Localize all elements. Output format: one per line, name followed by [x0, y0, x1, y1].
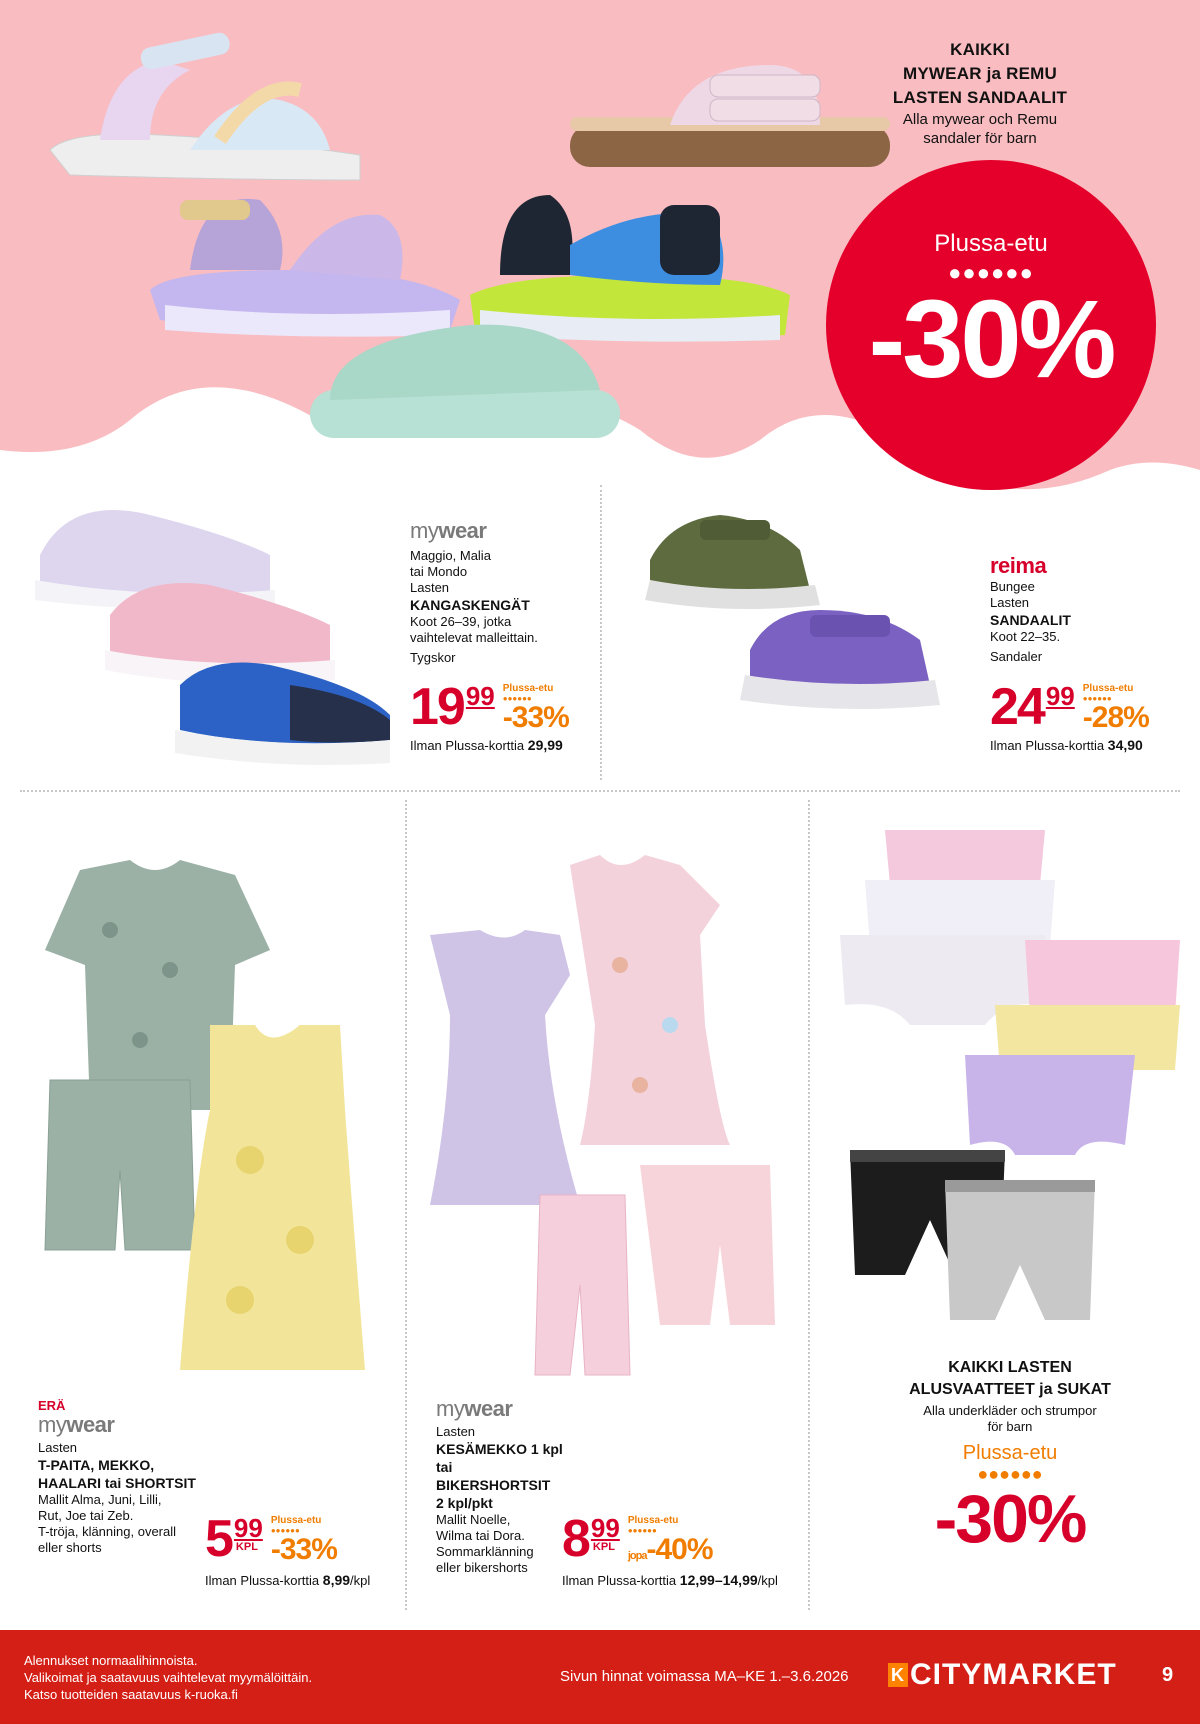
purple-sandal-illustration [150, 170, 460, 340]
underwear-swedish-2: för barn [987, 1419, 1033, 1434]
divider [405, 800, 407, 1610]
dresses-illustration [420, 845, 790, 1395]
dresses-discount-value [628, 1535, 713, 1571]
mywear-logo-wear: wear [464, 1396, 513, 1421]
rainbow-sandal-illustration [40, 30, 380, 190]
shoes-models-2: tai Mondo [410, 564, 468, 579]
regular-price-unit: /kpl [350, 1573, 371, 1588]
sandals-plussa-discount [1083, 683, 1149, 733]
clothes-desc-2: Rut, Joe tai Zeb. [38, 1508, 134, 1523]
footer-bar [0, 1630, 1200, 1724]
divider [600, 485, 602, 780]
price-validity: Sivun hinnat voimassa MA–KE 1.–3.6.2026 [560, 1668, 849, 1685]
hero-badge-value: -30% [868, 278, 1114, 401]
mywear-logo-my: my [436, 1396, 465, 1421]
hero-section [0, 0, 1200, 500]
mywear-logo-my: my [410, 518, 439, 543]
sandals-regular-price [990, 737, 1143, 753]
underwear-text-block [860, 1357, 1160, 1435]
dresses-product-name-2: BIKERSHORTSIT [436, 1477, 551, 1493]
hero-title-line: LASTEN SANDAALIT [892, 88, 1068, 107]
divider [808, 800, 810, 1610]
clothes-illustration [20, 850, 380, 1390]
dresses-price-main: 8 [562, 1510, 589, 1568]
clothes-plussa-discount [271, 1515, 337, 1565]
sandals-model: Bungee [990, 579, 1035, 594]
dresses-discount-number: -40% [646, 1533, 713, 1566]
plussa-dots: ●●●●●● [270, 1526, 300, 1535]
mywear-logo [410, 520, 600, 542]
dresses-text-block [436, 1398, 576, 1576]
footer-note: Katso tuotteiden saatavuus k-ruoka.fi [24, 1687, 238, 1702]
canvas-shoes-illustration [30, 495, 390, 775]
clothes-product-name-2: HAALARI tai SHORTSIT [38, 1475, 196, 1491]
shoes-product-name: KANGASKENGÄT [410, 597, 530, 613]
footer-note: Alennukset normaalihinnoista. [24, 1653, 198, 1668]
era-label: ERÄ [38, 1398, 66, 1413]
shoes-text-block [410, 520, 600, 666]
hero-title-line: MYWEAR ja REMU [903, 64, 1057, 83]
clothes-desc-1: Mallit Alma, Juni, Lilli, [38, 1492, 162, 1507]
underwear-illustration [835, 825, 1180, 1325]
shoes-audience: Lasten [410, 580, 450, 595]
regular-price-label: Ilman Plussa-korttia [410, 738, 525, 753]
reima-logo: reima [990, 553, 1047, 578]
hero-subtitle [880, 110, 1080, 148]
sandals-desc: Koot 22–35. [990, 629, 1061, 644]
sandals-swedish: Sandaler [990, 649, 1043, 664]
reima-sandals-illustration [640, 500, 980, 740]
plussa-label: Plussa-etu [1082, 683, 1134, 694]
k-logo-icon: K [888, 1663, 908, 1687]
hero-title [880, 38, 1080, 110]
mywear-logo [38, 1414, 218, 1436]
footer-note: Valikoimat ja saatavuus vaihtelevat myymälöittäin. [24, 1670, 313, 1685]
underwear-discount-value: -30% [934, 1481, 1086, 1557]
dresses-product-name-3: 2 kpl/pkt [436, 1495, 493, 1511]
hero-subtitle-line: Alla mywear och Remu [902, 111, 1058, 128]
plussa-label: Plussa-etu [962, 1442, 1058, 1464]
sandals-audience: Lasten [990, 595, 1030, 610]
clothes-price [205, 1510, 337, 1568]
underwear-plussa-badge [860, 1442, 1160, 1557]
dresses-cents-block [589, 1515, 620, 1553]
dresses-swedish-2: eller bikershorts [436, 1560, 528, 1575]
hero-title-line: KAIKKI [950, 40, 1010, 59]
dresses-desc-1: Mallit Noelle, [436, 1512, 511, 1527]
hero-badge-label: Plussa-etu [934, 230, 1048, 257]
mywear-logo-wear: wear [438, 518, 487, 543]
clothes-swedish-1: T-tröja, klänning, overall [38, 1524, 177, 1539]
shoes-price [410, 678, 569, 736]
divider [20, 790, 1180, 792]
mint-slide-illustration [310, 320, 620, 440]
underwear-swedish-1: Alla underkläder och strumpor [923, 1403, 1097, 1418]
clothes-price-main: 5 [205, 1510, 232, 1568]
regular-price-value: 34,90 [1107, 737, 1143, 753]
clothes-regular-price [205, 1572, 370, 1588]
dresses-regular-price [562, 1572, 778, 1588]
plussa-label: Plussa-etu [502, 683, 554, 694]
plussa-dots: ●●●●●● [627, 1526, 657, 1535]
shoes-swedish: Tygskor [410, 650, 456, 665]
underwear-title-1: KAIKKI LASTEN [948, 1359, 1072, 1376]
sandals-price-main: 24 [990, 678, 1044, 736]
clothes-unit: KPL [235, 1541, 258, 1553]
hero-discount-badge [826, 160, 1156, 490]
clothes-text-block [38, 1398, 218, 1556]
regular-price-value: 12,99–14,99 [679, 1572, 758, 1588]
regular-price-label: Ilman Plussa-korttia [205, 1573, 320, 1588]
plussa-label: Plussa-etu [270, 1515, 322, 1526]
dresses-desc-2: Wilma tai Dora. [436, 1528, 525, 1543]
clothes-cents-block [232, 1515, 263, 1553]
regular-price-label: Ilman Plussa-korttia [990, 738, 1105, 753]
dresses-swedish-1: Sommarklänning [436, 1544, 534, 1559]
hero-badge-dots: ●●●●●● [948, 260, 1034, 285]
shoes-price-cents: 99 [465, 681, 495, 711]
footer-notes [24, 1652, 312, 1703]
shoes-desc-2: vaihtelevat malleittain. [410, 630, 538, 645]
regular-price-value: 29,99 [527, 737, 563, 753]
sandals-price [990, 678, 1149, 736]
mywear-logo [436, 1398, 576, 1420]
underwear-title-2: ALUSVAATTEET ja SUKAT [909, 1381, 1111, 1398]
sandals-discount-value: -28% [1082, 701, 1149, 734]
plussa-dots: ●●●●●● [1082, 694, 1112, 703]
clothes-audience: Lasten [38, 1440, 78, 1455]
dresses-price [562, 1510, 713, 1571]
dresses-plussa-discount [628, 1515, 713, 1571]
clothes-swedish-2: eller shorts [38, 1540, 102, 1555]
clothes-price-cents: 99 [233, 1513, 263, 1543]
shoes-plussa-discount [503, 683, 569, 733]
shoes-regular-price [410, 737, 563, 753]
shoes-price-main: 19 [410, 678, 464, 736]
shoes-desc-1: Koot 26–39, jotka [410, 614, 512, 629]
citymarket-logo-text: CITYMARKET [910, 1658, 1117, 1691]
birkenstock-sandal-illustration [570, 55, 890, 175]
shoes-models-1: Maggio, Malia [410, 548, 491, 563]
dresses-audience: Lasten [436, 1424, 476, 1439]
jopa-label: jopa [627, 1550, 647, 1562]
citymarket-logo [888, 1658, 1117, 1692]
plussa-dots: ●●●●●● [977, 1464, 1043, 1484]
sandals-product-name: SANDAALIT [990, 612, 1071, 628]
regular-price-value: 8,99 [322, 1572, 351, 1588]
clothes-discount-value: -33% [270, 1533, 337, 1566]
regular-price-label: Ilman Plussa-korttia [562, 1573, 677, 1588]
sandals-text-block [990, 555, 1180, 665]
shoes-discount-value: -33% [502, 701, 569, 734]
sandals-price-cents: 99 [1045, 681, 1075, 711]
hero-subtitle-line: sandaler för barn [923, 130, 1037, 147]
dresses-unit: KPL [592, 1541, 615, 1553]
mywear-logo-my: my [38, 1412, 67, 1437]
page-number: 9 [1162, 1664, 1174, 1686]
mywear-logo-wear: wear [66, 1412, 115, 1437]
plussa-label: Plussa-etu [627, 1515, 679, 1526]
dresses-price-cents: 99 [590, 1513, 620, 1543]
regular-price-unit: /kpl [757, 1573, 778, 1588]
clothes-product-name-1: T-PAITA, MEKKO, [38, 1457, 155, 1473]
dresses-product-name-1: KESÄMEKKO 1 kpl tai [436, 1441, 563, 1475]
plussa-dots: ●●●●●● [502, 694, 532, 703]
